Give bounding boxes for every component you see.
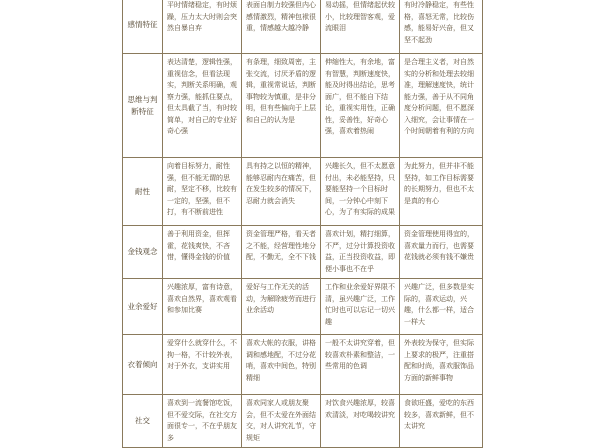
row-label-text: 感情特征 <box>127 20 158 30</box>
table-cell: 易动摇，但情绪起伏较小，比较理智客观，爱流眼泪 <box>321 0 400 54</box>
table-row <box>123 335 483 395</box>
row-label <box>123 158 163 226</box>
table-cell: 外表较为保守，但实际上要求的极严，注重搭配和时尚，喜欢服饰品方面的新鲜事物 <box>400 335 483 395</box>
table-row <box>123 158 483 226</box>
table-row <box>123 0 483 54</box>
table-cell: 兴趣浓厚，富有诗意，喜欢自然界，喜欢观看和参加比赛 <box>163 279 242 335</box>
table-row <box>123 395 483 448</box>
table-cell: 食欲旺盛，爱吃的东西较多，喜欢新鲜，但不太讲究 <box>400 395 483 448</box>
table-cell: 伸缩性大，有余地，富有智慧，判断速度快，能及时得出结论，思考面广，但不能自下结论，重视实用性，正确性，妥善性，好奇心强，喜欢着热闹 <box>321 54 400 158</box>
table-cell: 是合理主义者，对自然实的分析和处理去较细准，理解速度快，统计能力强，善于从不同角度分析问题，但不愿深入细究，会让事情在一个时间朝着有利的方向 <box>400 54 483 158</box>
table-cell: 向着目标努力，耐性强，但不能无谓的思耐，坚定不移，比较有一定的，坚强，但不打，有不断前进性 <box>163 158 242 226</box>
row-label-text: 衣着倾向 <box>127 359 158 369</box>
row-label <box>123 0 163 54</box>
table-cell: 资金管理严格，看天者之不能，经营理性地分配，不勤无，全不下钱 <box>242 226 321 279</box>
row-label-text: 社交 <box>135 416 150 426</box>
row-label <box>123 226 163 279</box>
table-cell: 平时情绪稳定，有时烦躁，压力太大时则会突然自暴自弃 <box>163 0 242 54</box>
table-cell: 喜欢计划，精打细算，不严，过分计算投资收益，正当投资收益，即便小事也不在乎 <box>321 226 400 279</box>
personality-table <box>122 0 483 448</box>
table-row <box>123 54 483 158</box>
table-cell: 爱穿什么就穿什么，不拘一格，不计较外表，对于外衣，支讲实用 <box>163 335 242 395</box>
row-label <box>123 335 163 395</box>
table-cell: 喜欢大帐的衣服，讲格调和感地配，不过分花哨，喜欢中间色，特别精细 <box>242 335 321 395</box>
table-cell: 有时冷静稳定，有些性格，喜怒无常，比较伤感，能易好兴奋，但又坚不起劲 <box>400 0 483 54</box>
row-label-text: 思维与判断特征 <box>127 95 158 116</box>
table-body <box>123 0 483 448</box>
table-cell: 对饮食兴趣浓厚，较喜欢清淡，对吃喝较讲究 <box>321 395 400 448</box>
table-cell: 资金管理使用得宜的，喜欢量力而行，也需要花钱就必须有钱不嫌贵 <box>400 226 483 279</box>
table-cell: 工作和业余爱好界限不清，虽兴趣广泛，工作忙时也可以忘记一切兴趣 <box>321 279 400 335</box>
table-cell: 一般不太讲究穿着，但较喜欢朴素和整洁，一些常用的色调 <box>321 335 400 395</box>
table-row <box>123 279 483 335</box>
table-cell: 为此努力，但并非不能坚持，如工作目标需要的长期努力，但也不太是真的有心 <box>400 158 483 226</box>
row-label <box>123 279 163 335</box>
row-label <box>123 54 163 158</box>
row-label-text: 金钱观念 <box>127 247 158 257</box>
table-cell: 兴趣长久，但不太愿意付出，未必能坚持，只要能坚持一个目标时间，一分钟心中刻下心，为了有实际的成果 <box>321 158 400 226</box>
table-cell: 爱好与工作无关的活动，为解除疲劳而进行业余活动 <box>242 279 321 335</box>
table-cell: 喜欢同家人或朋友聚会，但不太爱在外面结交，对人讲究礼节，守规矩 <box>242 395 321 448</box>
row-label <box>123 395 163 448</box>
table-cell: 表达清楚，逻辑性强，重视信念，但看法现实，判断关系明确，观察力强，能抓住要点，但太具截了当，有时较简单，对自己的专业好奇心强 <box>163 54 242 158</box>
table-cell: 喜欢到一流餐馆吃饭，但不爱交际，在社交方面很专一，不在乎朋友多 <box>163 395 242 448</box>
table-cell: 表面自制力较强但内心感情激烈，精神包袱很重，情感越大越冷静 <box>242 0 321 54</box>
table-cell: 善于利用资金，但挥霍，花钱爽快，不吝惜，懂得金钱的价值 <box>163 226 242 279</box>
row-label-text: 业余爱好 <box>127 301 158 311</box>
table-cell: 有条理，细致周密，主张交流，讨厌矛盾的逻辑，重视常说话，判断事物较为慎重，是非分明，但有些偏向于上层和自己的认为是 <box>242 54 321 158</box>
table-cell: 具有持之以恒的精神，能够忍耐内在痛苦，但在发生较多的情况下，忍耐力就会消失 <box>242 158 321 226</box>
table-cell: 兴趣广泛，但多数是实际的，喜欢运动，兴趣，什么都一样，适合一样大 <box>400 279 483 335</box>
row-label-text: 耐性 <box>135 186 150 196</box>
table-row <box>123 226 483 279</box>
